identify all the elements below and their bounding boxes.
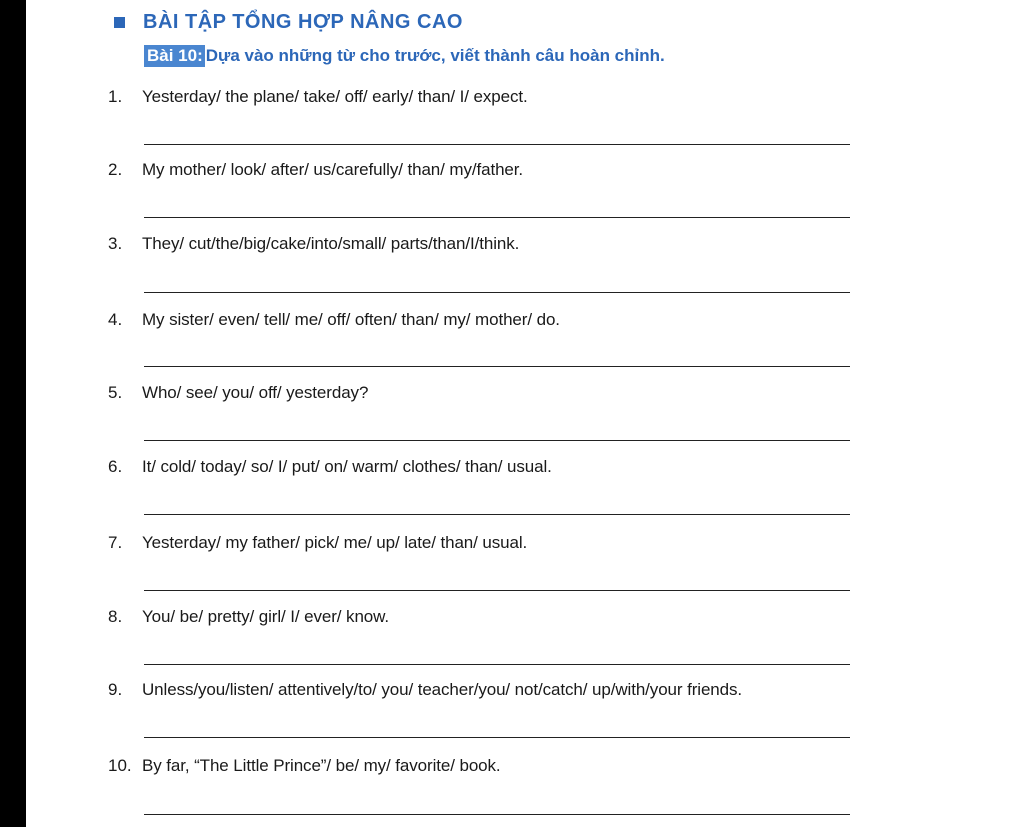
item-number: 1. <box>108 87 123 106</box>
square-bullet-icon <box>114 17 125 28</box>
item-number: 4. <box>108 310 123 329</box>
answer-line-1[interactable] <box>144 144 850 145</box>
exercise-item-3 <box>108 234 988 264</box>
exercise-item-6 <box>108 457 988 487</box>
instruction-text: Dựa vào những từ cho trước, viết thành câu hoàn chỉnh. <box>205 46 665 65</box>
worksheet-page <box>26 0 1024 827</box>
item-prompt: They/ cut/the/big/cake/into/small/ parts/than/I/think. <box>142 234 520 253</box>
item-prompt: You/ be/ pretty/ girl/ I/ ever/ know. <box>142 607 390 626</box>
exercise-item-9 <box>108 680 988 710</box>
exercise-badge: Bài 10: <box>144 45 205 67</box>
item-number: 6. <box>108 457 123 476</box>
section-title-text: BÀI TẬP TỔNG HỢP NÂNG CAO <box>143 10 463 33</box>
answer-line-5[interactable] <box>144 440 850 441</box>
item-number: 3. <box>108 234 123 253</box>
section-title <box>114 8 463 36</box>
exercise-instruction <box>144 46 665 66</box>
answer-line-9[interactable] <box>144 737 850 738</box>
answer-line-3[interactable] <box>144 292 850 293</box>
exercise-item-1 <box>108 87 988 117</box>
item-number: 8. <box>108 607 123 626</box>
answer-line-10[interactable] <box>144 814 850 815</box>
exercise-item-4 <box>108 310 988 340</box>
exercise-item-10 <box>108 756 988 786</box>
exercise-item-5 <box>108 383 988 413</box>
item-number: 7. <box>108 533 123 552</box>
answer-line-7[interactable] <box>144 590 850 591</box>
item-number: 5. <box>108 383 123 402</box>
item-prompt: My mother/ look/ after/ us/carefully/ than/ my/father. <box>142 160 524 179</box>
exercise-item-8 <box>108 607 988 637</box>
exercise-item-7 <box>108 533 988 563</box>
item-number: 10. <box>108 756 132 775</box>
item-prompt: My sister/ even/ tell/ me/ off/ often/ than/ my/ mother/ do. <box>142 310 560 329</box>
item-number: 9. <box>108 680 123 699</box>
item-number: 2. <box>108 160 123 179</box>
answer-line-8[interactable] <box>144 664 850 665</box>
item-prompt: It/ cold/ today/ so/ I/ put/ on/ warm/ clothes/ than/ usual. <box>142 457 552 476</box>
exercise-item-2 <box>108 160 988 190</box>
item-prompt: Yesterday/ the plane/ take/ off/ early/ than/ I/ expect. <box>142 87 528 106</box>
answer-line-2[interactable] <box>144 217 850 218</box>
item-prompt: Yesterday/ my father/ pick/ me/ up/ late/ than/ usual. <box>142 533 528 552</box>
item-prompt: Who/ see/ you/ off/ yesterday? <box>142 383 369 402</box>
answer-line-4[interactable] <box>144 366 850 367</box>
item-prompt: By far, “The Little Prince”/ be/ my/ favorite/ book. <box>142 756 501 775</box>
answer-line-6[interactable] <box>144 514 850 515</box>
item-prompt: Unless/you/listen/ attentively/to/ you/ teacher/you/ not/catch/ up/with/your friends. <box>142 680 743 699</box>
